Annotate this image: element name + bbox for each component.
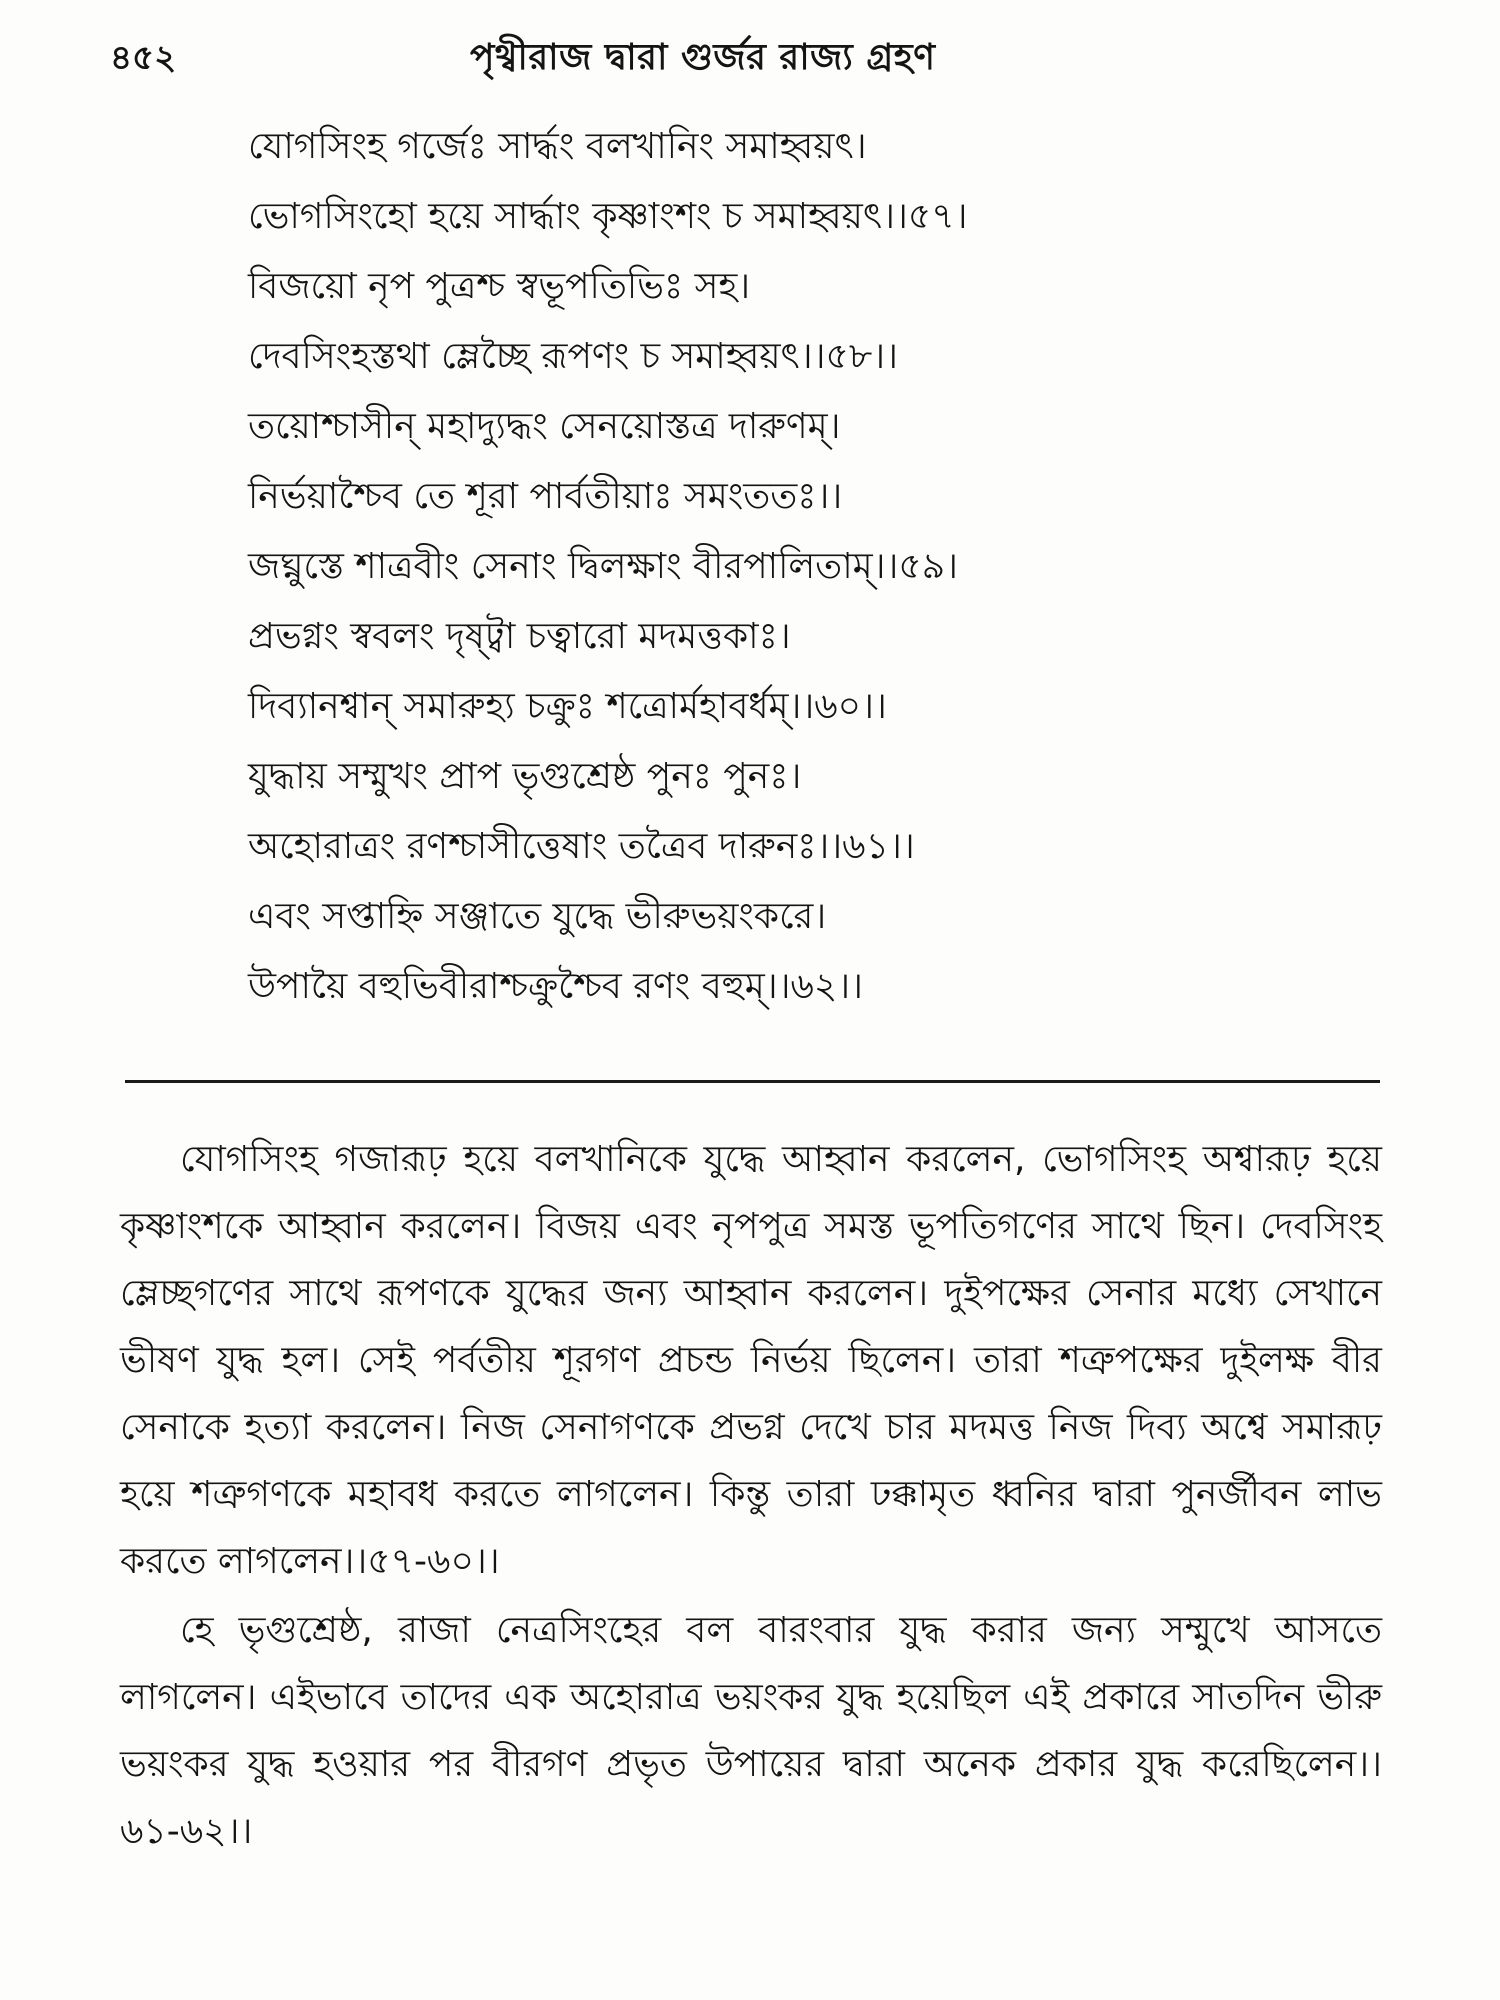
verse-line: দেবসিংহস্তথা ম্লেচ্ছৈ রূপণং চ সমাহ্বয়ৎ।।৫৮।। <box>248 336 899 377</box>
verse-line: যোগসিংহ গর্জেঃ সার্দ্ধং বলখানিং সমাহ্বয়ৎ। <box>248 126 867 167</box>
verse-line: দিব্যানশ্বান্ সমারুহ্য চক্রুঃ শত্রোর্মহাবর্ধম্।।৬০।। <box>248 686 887 727</box>
translation-paragraph: হে ভৃগুশ্রেষ্ঠ, রাজা নেত্রসিংহের বল বারংবার যুদ্ধ করার জন্য সম্মুখে আসতে লাগলেন। এইভাবে তাদের এক অহোরাত্র ভয়ংকর যুদ্ধ হয়েছিল এই প্রকারে সাতদিন ভীরু ভয়ংকর যুদ্ধ হওয়ার পর বীরগণ প্রভৃত উপায়ের দ্বারা অনেক প্রকার যুদ্ধ করেছিলেন।।৬১-৬২।। <box>120 1610 1382 1852</box>
verse-line: এবং সপ্তাহ্নি সঞ্জাতে যুদ্ধে ভীরুভয়ংকরে। <box>248 896 827 937</box>
bengali-translation <box>120 1126 1382 1865</box>
verse-line: ভোগসিংহো হয়ে সার্দ্ধাং কৃষ্ণাংশং চ সমাহ্বয়ৎ।।৫৭। <box>248 196 968 237</box>
verse-line: নির্ভয়াশ্চৈব তে শূরা পার্বতীয়াঃ সমংততঃ।। <box>248 476 843 517</box>
sanskrit-verses <box>248 112 1398 1022</box>
verse-line: উপায়ৈ বহুভিবীরাশ্চক্রুশ্চৈব রণং বহুম্।।৬২।। <box>248 966 864 1007</box>
verse-line: অহোরাত্রং রণশ্চাসীত্তেষাং তত্রৈব দারুনঃ।।৬১।। <box>248 826 915 867</box>
verse-line: প্রভগ্নং স্ববলং দৃষ্ট্বা চত্বারো মদমত্তকাঃ। <box>248 616 791 657</box>
verse-line: যুদ্ধায় সম্মুখং প্রাপ ভৃগুশ্রেষ্ঠ পুনঃ পুনঃ। <box>248 756 802 797</box>
page-header <box>110 28 1400 88</box>
page-number: ৪৫২ <box>110 38 177 78</box>
verse-line: জঘ্নুস্তে শাত্রবীং সেনাং দ্বিলক্ষাং বীরপালিতাম্।।৫৯। <box>248 546 958 587</box>
translation-paragraph: যোগসিংহ গজারূঢ় হয়ে বলখানিকে যুদ্ধে আহ্বান করলেন, ভোগসিংহ অশ্বারূঢ় হয়ে কৃষ্ণাংশকে আহ্বান করলেন। বিজয় এবং নৃপপুত্র সমস্ত ভূপতিগণের সাথে ছিন। দেবসিংহ ম্লেচ্ছগণের সাথে রূপণকে যুদ্ধের জন্য আহ্বান করলেন। দুইপক্ষের সেনার মধ্যে সেখানে ভীষণ যুদ্ধ হল। সেই পর্বতীয় শূরগণ প্রচন্ড নির্ভয় ছিলেন। তারা শত্রুপক্ষের দুইলক্ষ বীর সেনাকে হত্যা করলেন। নিজ সেনাগণকে প্রভগ্ন দেখে চার মদমত্ত নিজ দিব্য অশ্বে সমারূঢ় হয়ে শত্রুগণকে মহাবধ করতে লাগলেন। কিন্তু তারা ঢক্কামৃত ধ্বনির দ্বারা পুনর্জীবন লাভ করতে লাগলেন।।৫৭-৬০।। <box>120 1139 1382 1582</box>
verse-line: তয়োশ্চাসীন্ মহাদ্যুদ্ধং সেনয়োস্তত্র দারুণম্। <box>248 406 841 447</box>
section-divider <box>125 1080 1380 1083</box>
running-title: পৃথ্বীরাজ দ্বারা গুর্জর রাজ্য গ্রহণ <box>470 37 936 78</box>
verse-line: বিজয়ো নৃপ পুত্রশ্চ স্বভূপতিভিঃ সহ। <box>248 266 751 307</box>
